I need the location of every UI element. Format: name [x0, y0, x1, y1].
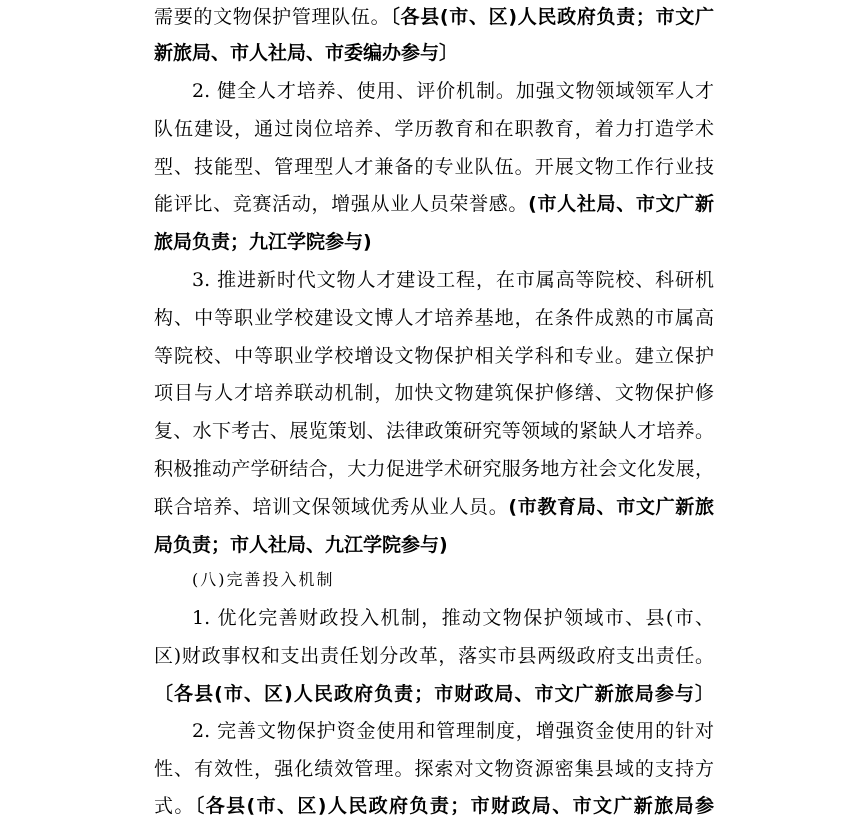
section-heading: (八)完善投入机制 — [192, 570, 335, 589]
text-line: 积极推动产学研结合，大力促进学术研究服务地方社会文化发展， — [154, 458, 714, 480]
paragraph-start: 2. 完善文物保护资金使用和管理制度，增强资金使用的针对 — [192, 720, 714, 742]
text-line: 旅局负责；九江学院参与) — [154, 231, 372, 253]
text-line: 等院校、中等职业学校增设文物保护相关学科和专业。建立保护 — [154, 345, 714, 367]
text-line: 复、水下考古、展览策划、法律政策研究等领域的紧缺人才培养。 — [154, 420, 714, 442]
text-line: 区)财政事权和支出责任划分改革，落实市县两级政府支出责任。 — [154, 645, 714, 667]
paragraph-start: 2. 健全人才培养、使用、评价机制。加强文物领域领军人才 — [192, 80, 714, 102]
text-line: 性、有效性，强化绩效管理。探索对文物资源密集县域的支持方 — [154, 758, 714, 780]
text-line: 〔各县(市、区)人民政府负责；市财政局、市文广新旅局参与〕 — [154, 683, 714, 705]
text-line: 需要的文物保护管理队伍。〔各县(市、区)人民政府负责；市文广 — [154, 6, 714, 28]
text-line: 局负责；市人社局、九江学院参与) — [154, 534, 448, 556]
text-line: 联合培养、培训文保领域优秀从业人员。(市教育局、市文广新旅 — [154, 496, 714, 518]
text-line: 能评比、竞赛活动，增强从业人员荣誉感。(市人社局、市文广新 — [154, 193, 714, 215]
text-line: 式。〔各县(市、区)人民政府负责；市财政局、市文广新旅局参 — [154, 795, 714, 817]
text-line: 构、中等职业学校建设文博人才培养基地，在条件成熟的市属高 — [154, 307, 714, 329]
paragraph-start: 1. 优化完善财政投入机制，推动文物保护领域市、县(市、 — [192, 607, 714, 629]
text-line: 新旅局、市人社局、市委编办参与〕 — [154, 42, 459, 64]
paragraph-start: 3. 推进新时代文物人才建设工程，在市属高等院校、科研机 — [192, 269, 714, 291]
text-line: 型、技能型、管理型人才兼备的专业队伍。开展文物工作行业技 — [154, 156, 714, 178]
text-line: 队伍建设，通过岗位培养、学历教育和在职教育，着力打造学术 — [154, 118, 714, 140]
text-line: 项目与人才培养联动机制，加快文物建筑保护修缮、文物保护修 — [154, 382, 714, 404]
